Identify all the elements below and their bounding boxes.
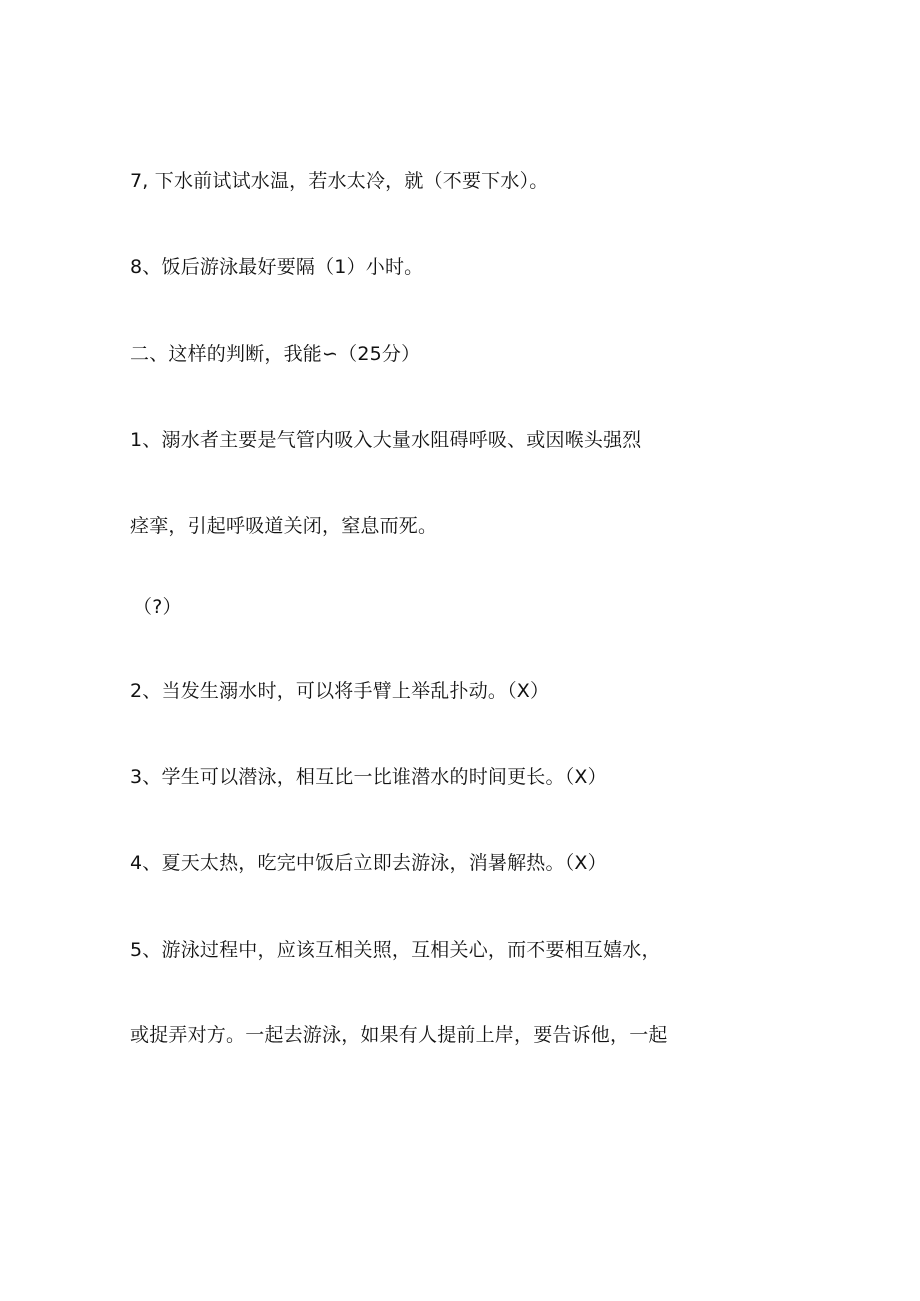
text-line-q7: 7, 下水前试试水温，若水太冷，就（不要下水）。 xyxy=(130,170,549,192)
text-line-j2: 2、当发生溺水时，可以将手臂上举乱扑动。（X） xyxy=(130,680,550,702)
text-line-q8: 8、饭后游泳最好要隔（1）小时。 xyxy=(130,256,424,278)
text-line-j1-part1: 1、溺水者主要是气管内吸入大量水阻碍呼吸、或因喉头强烈 xyxy=(130,429,642,451)
text-line-j5-part1: 5、游泳过程中，应该互相关照，互相关心，而不要相互嬉水， xyxy=(130,939,661,961)
text-line-j5-part2: 或捉弄对方。一起去游泳，如果有人提前上岸，要告诉他，一起 xyxy=(130,1024,668,1046)
text-line-j4: 4、夏天太热，吃完中饭后立即去游泳，消暑解热。（X） xyxy=(130,852,607,874)
section-heading-judgment: 二、这样的判断，我能∽（25分） xyxy=(130,343,421,365)
text-line-j1-part2: 痉挛，引起呼吸道关闭，窒息而死。 xyxy=(130,515,438,537)
text-line-j1-answer: （?） xyxy=(133,596,182,618)
text-line-j3: 3、学生可以潜泳，相互比一比谁潜水的时间更长。（X） xyxy=(130,766,607,788)
